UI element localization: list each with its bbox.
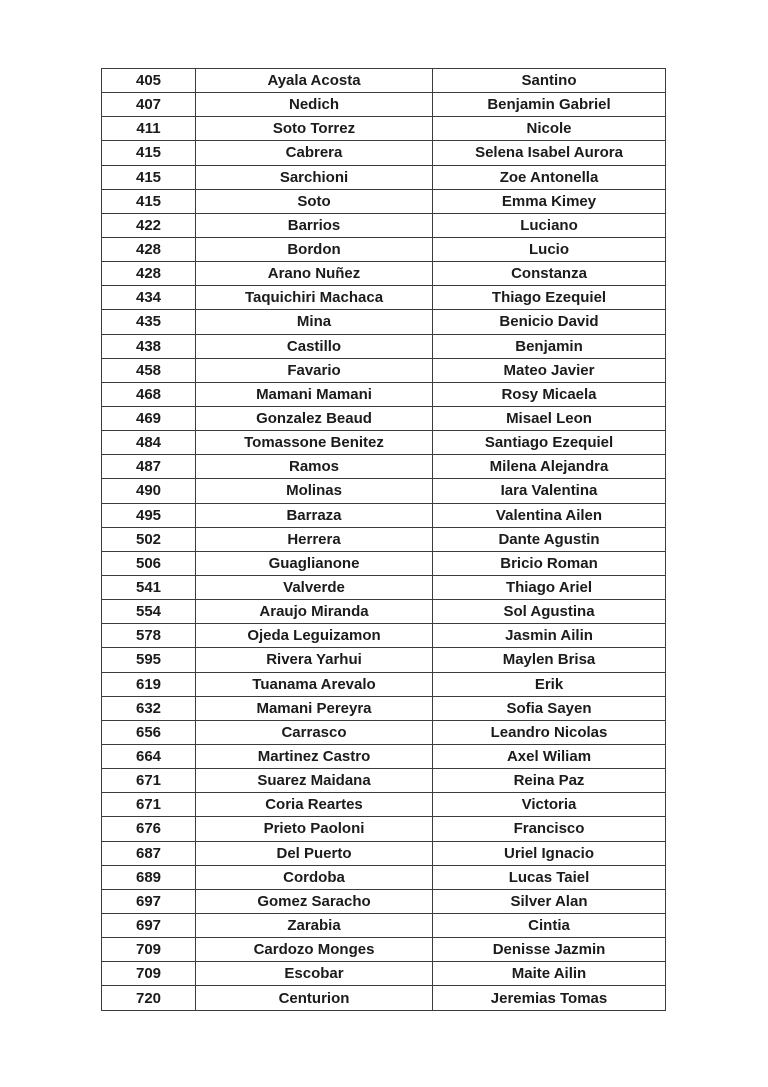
surname-cell: Tomassone Benitez — [196, 431, 433, 455]
surname-cell: Cardozo Monges — [196, 938, 433, 962]
table-row — [102, 382, 666, 406]
table-row — [102, 817, 666, 841]
first-name-cell: Sol Agustina — [433, 600, 666, 624]
table-row — [102, 479, 666, 503]
table-row — [102, 431, 666, 455]
surname-cell: Araujo Miranda — [196, 600, 433, 624]
row-number-cell: 709 — [102, 962, 196, 986]
row-number-cell: 671 — [102, 769, 196, 793]
first-name-cell: Jasmin Ailin — [433, 624, 666, 648]
surname-cell: Zarabia — [196, 913, 433, 937]
row-number-cell: 407 — [102, 93, 196, 117]
surname-cell: Nedich — [196, 93, 433, 117]
row-number-cell: 619 — [102, 672, 196, 696]
table-row — [102, 720, 666, 744]
row-number-cell: 687 — [102, 841, 196, 865]
row-number-cell: 676 — [102, 817, 196, 841]
table-row — [102, 551, 666, 575]
first-name-cell: Denisse Jazmin — [433, 938, 666, 962]
table-row — [102, 406, 666, 430]
surname-cell: Carrasco — [196, 720, 433, 744]
first-name-cell: Thiago Ariel — [433, 575, 666, 599]
surname-cell: Taquichiri Machaca — [196, 286, 433, 310]
row-number-cell: 490 — [102, 479, 196, 503]
surname-cell: Arano Nuñez — [196, 262, 433, 286]
table-row — [102, 503, 666, 527]
row-number-cell: 458 — [102, 358, 196, 382]
surname-cell: Gomez Saracho — [196, 889, 433, 913]
first-name-cell: Cintia — [433, 913, 666, 937]
surname-cell: Castillo — [196, 334, 433, 358]
first-name-cell: Nicole — [433, 117, 666, 141]
surname-cell: Mina — [196, 310, 433, 334]
row-number-cell: 415 — [102, 141, 196, 165]
row-number-cell: 469 — [102, 406, 196, 430]
table-row — [102, 913, 666, 937]
surname-cell: Ojeda Leguizamon — [196, 624, 433, 648]
surname-cell: Ramos — [196, 455, 433, 479]
first-name-cell: Benicio David — [433, 310, 666, 334]
first-name-cell: Uriel Ignacio — [433, 841, 666, 865]
row-number-cell: 720 — [102, 986, 196, 1011]
first-name-cell: Victoria — [433, 793, 666, 817]
row-number-cell: 468 — [102, 382, 196, 406]
first-name-cell: Santiago Ezequiel — [433, 431, 666, 455]
roster-table — [101, 68, 666, 1011]
surname-cell: Rivera Yarhui — [196, 648, 433, 672]
first-name-cell: Axel Wiliam — [433, 744, 666, 768]
row-number-cell: 422 — [102, 213, 196, 237]
table-row — [102, 69, 666, 93]
table-row — [102, 455, 666, 479]
surname-cell: Soto — [196, 189, 433, 213]
table-row — [102, 527, 666, 551]
table-row — [102, 237, 666, 261]
table-row — [102, 600, 666, 624]
first-name-cell: Jeremias Tomas — [433, 986, 666, 1011]
first-name-cell: Milena Alejandra — [433, 455, 666, 479]
table-row — [102, 93, 666, 117]
roster-table-body — [102, 69, 666, 1011]
surname-cell: Suarez Maidana — [196, 769, 433, 793]
table-row — [102, 310, 666, 334]
table-row — [102, 624, 666, 648]
surname-cell: Martinez Castro — [196, 744, 433, 768]
surname-cell: Cabrera — [196, 141, 433, 165]
row-number-cell: 484 — [102, 431, 196, 455]
table-row — [102, 938, 666, 962]
first-name-cell: Lucio — [433, 237, 666, 261]
row-number-cell: 428 — [102, 237, 196, 261]
row-number-cell: 438 — [102, 334, 196, 358]
surname-cell: Guaglianone — [196, 551, 433, 575]
first-name-cell: Dante Agustin — [433, 527, 666, 551]
surname-cell: Favario — [196, 358, 433, 382]
row-number-cell: 415 — [102, 165, 196, 189]
row-number-cell: 709 — [102, 938, 196, 962]
first-name-cell: Benjamin — [433, 334, 666, 358]
row-number-cell: 411 — [102, 117, 196, 141]
table-row — [102, 117, 666, 141]
row-number-cell: 595 — [102, 648, 196, 672]
surname-cell: Centurion — [196, 986, 433, 1011]
row-number-cell: 697 — [102, 913, 196, 937]
row-number-cell: 495 — [102, 503, 196, 527]
table-row — [102, 141, 666, 165]
surname-cell: Barrios — [196, 213, 433, 237]
first-name-cell: Selena Isabel Aurora — [433, 141, 666, 165]
first-name-cell: Reina Paz — [433, 769, 666, 793]
table-row — [102, 165, 666, 189]
row-number-cell: 632 — [102, 696, 196, 720]
row-number-cell: 415 — [102, 189, 196, 213]
first-name-cell: Benjamin Gabriel — [433, 93, 666, 117]
first-name-cell: Constanza — [433, 262, 666, 286]
table-row — [102, 575, 666, 599]
first-name-cell: Lucas Taiel — [433, 865, 666, 889]
surname-cell: Tuanama Arevalo — [196, 672, 433, 696]
row-number-cell: 656 — [102, 720, 196, 744]
table-row — [102, 286, 666, 310]
first-name-cell: Zoe Antonella — [433, 165, 666, 189]
surname-cell: Cordoba — [196, 865, 433, 889]
row-number-cell: 435 — [102, 310, 196, 334]
row-number-cell: 664 — [102, 744, 196, 768]
surname-cell: Herrera — [196, 527, 433, 551]
first-name-cell: Santino — [433, 69, 666, 93]
first-name-cell: Bricio Roman — [433, 551, 666, 575]
row-number-cell: 506 — [102, 551, 196, 575]
table-row — [102, 744, 666, 768]
row-number-cell: 405 — [102, 69, 196, 93]
first-name-cell: Iara Valentina — [433, 479, 666, 503]
row-number-cell: 578 — [102, 624, 196, 648]
row-number-cell: 671 — [102, 793, 196, 817]
first-name-cell: Francisco — [433, 817, 666, 841]
table-row — [102, 334, 666, 358]
row-number-cell: 434 — [102, 286, 196, 310]
surname-cell: Gonzalez Beaud — [196, 406, 433, 430]
table-row — [102, 648, 666, 672]
first-name-cell: Leandro Nicolas — [433, 720, 666, 744]
surname-cell: Mamani Mamani — [196, 382, 433, 406]
first-name-cell: Emma Kimey — [433, 189, 666, 213]
first-name-cell: Misael Leon — [433, 406, 666, 430]
table-row — [102, 962, 666, 986]
first-name-cell: Maylen Brisa — [433, 648, 666, 672]
surname-cell: Barraza — [196, 503, 433, 527]
first-name-cell: Valentina Ailen — [433, 503, 666, 527]
surname-cell: Soto Torrez — [196, 117, 433, 141]
table-row — [102, 358, 666, 382]
row-number-cell: 697 — [102, 889, 196, 913]
table-row — [102, 696, 666, 720]
row-number-cell: 541 — [102, 575, 196, 599]
surname-cell: Valverde — [196, 575, 433, 599]
first-name-cell: Thiago Ezequiel — [433, 286, 666, 310]
table-row — [102, 986, 666, 1011]
row-number-cell: 689 — [102, 865, 196, 889]
table-row — [102, 213, 666, 237]
surname-cell: Prieto Paoloni — [196, 817, 433, 841]
table-row — [102, 841, 666, 865]
first-name-cell: Silver Alan — [433, 889, 666, 913]
surname-cell: Mamani Pereyra — [196, 696, 433, 720]
row-number-cell: 428 — [102, 262, 196, 286]
table-row — [102, 262, 666, 286]
surname-cell: Escobar — [196, 962, 433, 986]
table-row — [102, 189, 666, 213]
surname-cell: Molinas — [196, 479, 433, 503]
first-name-cell: Sofia Sayen — [433, 696, 666, 720]
table-row — [102, 672, 666, 696]
table-row — [102, 865, 666, 889]
surname-cell: Coria Reartes — [196, 793, 433, 817]
surname-cell: Del Puerto — [196, 841, 433, 865]
surname-cell: Bordon — [196, 237, 433, 261]
table-row — [102, 793, 666, 817]
row-number-cell: 554 — [102, 600, 196, 624]
first-name-cell: Rosy Micaela — [433, 382, 666, 406]
first-name-cell: Erik — [433, 672, 666, 696]
table-row — [102, 769, 666, 793]
surname-cell: Ayala Acosta — [196, 69, 433, 93]
row-number-cell: 487 — [102, 455, 196, 479]
first-name-cell: Mateo Javier — [433, 358, 666, 382]
table-row — [102, 889, 666, 913]
row-number-cell: 502 — [102, 527, 196, 551]
surname-cell: Sarchioni — [196, 165, 433, 189]
first-name-cell: Luciano — [433, 213, 666, 237]
first-name-cell: Maite Ailin — [433, 962, 666, 986]
